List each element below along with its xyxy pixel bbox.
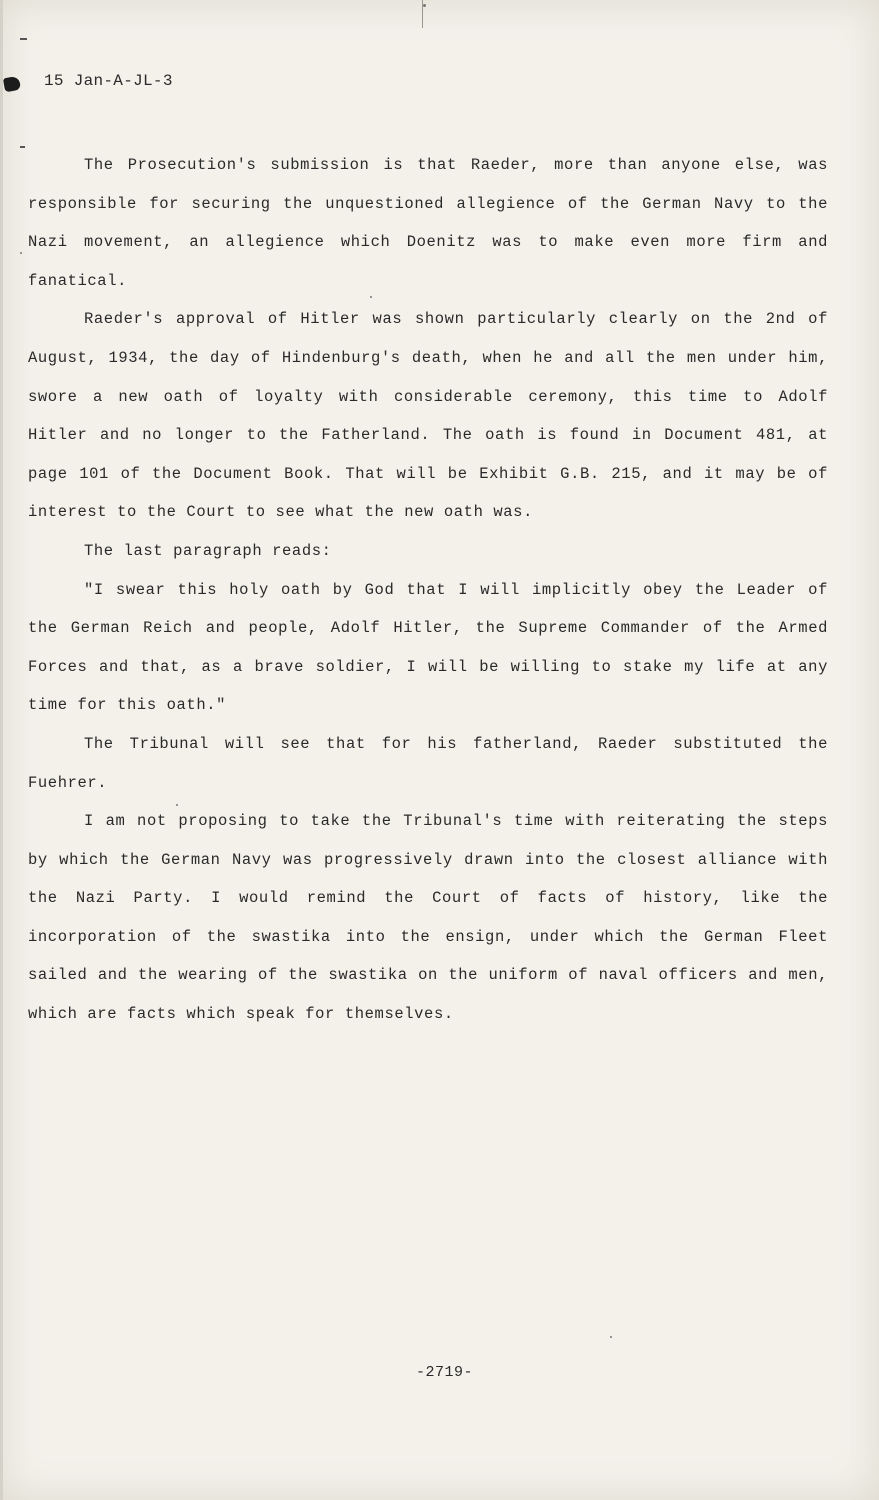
paragraph-raeder-approval: Raeder's approval of Hitler was shown particularly clearly on the 2nd of August, 1934, the day of Hindenburg's death, when he and all the men under him, swore a new oath of loyalty with considerable ceremony, this time to Adolf Hitler and no longer to the Fatherland. The oath is found in Document 481, at page 101 of the Document Book. That will be Exhibit G.B. 215, and it may be of interest to the Court to see what the new oath was. <box>28 310 828 522</box>
margin-tick <box>20 38 27 40</box>
paper-speck <box>610 1336 612 1338</box>
page-edge <box>0 0 3 1500</box>
document-identifier: 15 Jan-A-JL-3 <box>44 72 173 90</box>
paragraph-prosecution-submission: The Prosecution's submission is that Raeder, more than anyone else, was responsible for securing the unquestioned allegience of the German Navy to the Nazi movement, an allegience which Doenitz was to make even more firm and fanatical. <box>28 156 828 290</box>
paragraph-oath-quote: "I swear this holy oath by God that I will implicitly obey the Leader of the German Reich and people, Adolf Hitler, the Supreme Commander of the Armed Forces and that, as a brave soldier, I will be willing to stake my life at any time for this oath." <box>28 580 828 715</box>
paragraph-last-paragraph-intro: The last paragraph reads: <box>84 541 332 560</box>
paragraph-tribunal-fuehrer: The Tribunal will see that for his fatherland, Raeder substituted the Fuehrer. <box>28 734 828 792</box>
paragraph-navy-alliance: I am not proposing to take the Tribunal's time with reiterating the steps by which the German Navy was progressively drawn into the closest alliance with the Nazi Party. I would remind the Court of facts of history, like the incorporation of the swastika into the ensign, under which the German Fleet sailed and the wearing of the swastika on the uniform of naval officers and men, which are facts which speak for themselves. <box>28 812 828 1024</box>
page-number: -2719- <box>415 1364 473 1381</box>
paper-speck <box>20 252 22 254</box>
paper-speck <box>423 4 426 7</box>
margin-tick <box>20 146 25 148</box>
document-body <box>28 146 828 1034</box>
punch-hole-mark <box>3 76 21 93</box>
